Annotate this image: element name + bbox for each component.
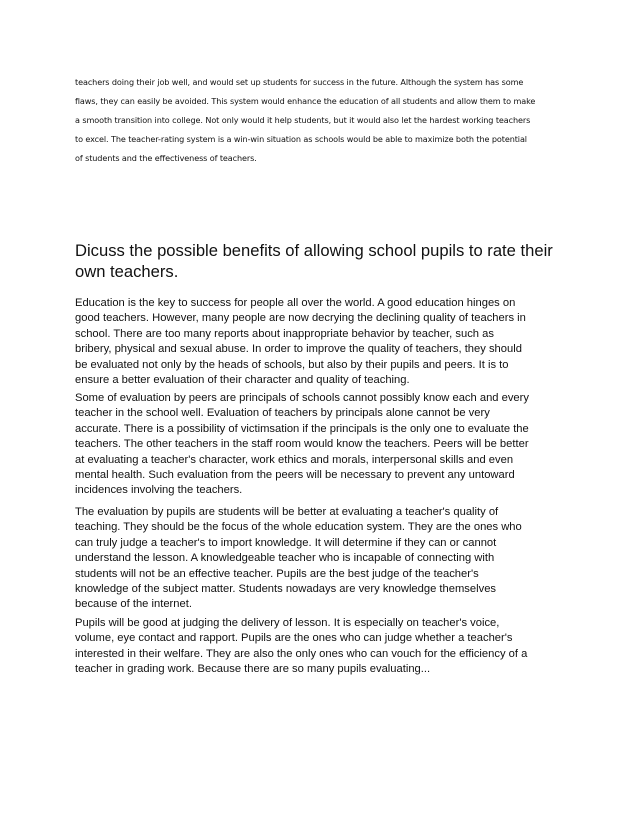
heading-line: own teachers.	[75, 262, 179, 281]
essay-heading	[75, 240, 575, 282]
text-line: Pupils will be good at judging the delivery of lesson. It is especially on teacher's voice,	[75, 617, 500, 629]
text-line: knowledge of the subject matter. Students nowadays are very knowledge themselves	[75, 583, 497, 596]
text-line: teaching. They should be the focus of the whole education system. They are the ones who	[75, 521, 522, 534]
text-line: students will not be an effective teacher. Pupils are the best judge of the teacher's	[75, 567, 479, 580]
text-line: bribery, physical and sexual abuse. In order to improve the quality of teachers, they should	[75, 343, 522, 356]
text-line: of students and the effectiveness of teachers.	[75, 153, 257, 163]
text-line: teacher in the school well. Evaluation of teachers by principals alone cannot be very	[75, 407, 490, 420]
text-line: ensure a better evaluation of their character and quality of teaching.	[75, 374, 410, 387]
text-line: incidences involving the teachers.	[75, 484, 243, 497]
text-line: teachers. The other teachers in the staff room would know the teachers. Peers will be better	[75, 438, 529, 451]
text-line: Some of evaluation by peers are principals of schools cannot possibly know each and every	[75, 392, 529, 404]
text-line: be evaluated not only by the heads of schools, but also by their pupils and peers. It is to	[75, 358, 509, 371]
body-paragraph-2	[75, 391, 575, 499]
text-line: good teachers. However, many people are now decrying the declining quality of teachers in	[75, 312, 526, 325]
text-line: because of the internet.	[75, 598, 192, 611]
text-line: volume, eye contact and rapport. Pupils are the ones who can judge whether a teacher's	[75, 632, 513, 645]
body-paragraph-4	[75, 616, 575, 678]
text-line: Education is the key to success for people all over the world. A good education hinges on	[75, 297, 516, 309]
text-line: at evaluating a teacher's character, work ethics and morals, interpersonal skills and even	[75, 453, 514, 466]
intro-paragraph	[75, 73, 575, 168]
text-line: accurate. There is a possibility of victimsation if the principals is the only one to evaluate the	[75, 422, 529, 435]
body-paragraph-3	[75, 505, 575, 613]
text-line: school. There are too many reports about inappropriate behavior by teacher, such as	[75, 327, 494, 340]
text-line: flaws, they can easily be avoided. This system would enhance the education of all students and allow them to make	[75, 96, 536, 106]
text-line: mental health. Such evaluation from the peers will be necessary to prevent any untoward	[75, 469, 515, 482]
body-paragraph-1	[75, 296, 575, 388]
text-line: interested in their welfare. They are also the only ones who can vouch for the efficiency of a	[75, 647, 528, 660]
heading-line: Dicuss the possible benefits of allowing school pupils to rate their	[75, 241, 553, 260]
text-line: can truly judge a teacher's to import knowledge. It will determine if they can or cannot	[75, 536, 497, 549]
text-line: to excel. The teacher-rating system is a win-win situation as schools would be able to maximize both the potential	[75, 134, 527, 144]
text-line: The evaluation by pupils are students will be better at evaluating a teacher's quality of	[75, 506, 499, 518]
text-line: teacher in grading work. Because there are so many pupils evaluating...	[75, 663, 431, 676]
text-line: teachers doing their job well, and would set up students for success in the future. Although the system has some	[75, 77, 524, 87]
text-line: a smooth transition into college. Not only would it help students, but it would also let the hardest working teachers	[75, 115, 531, 125]
text-line: understand the lesson. A knowledgeable teacher who is incapable of connecting with	[75, 552, 495, 565]
